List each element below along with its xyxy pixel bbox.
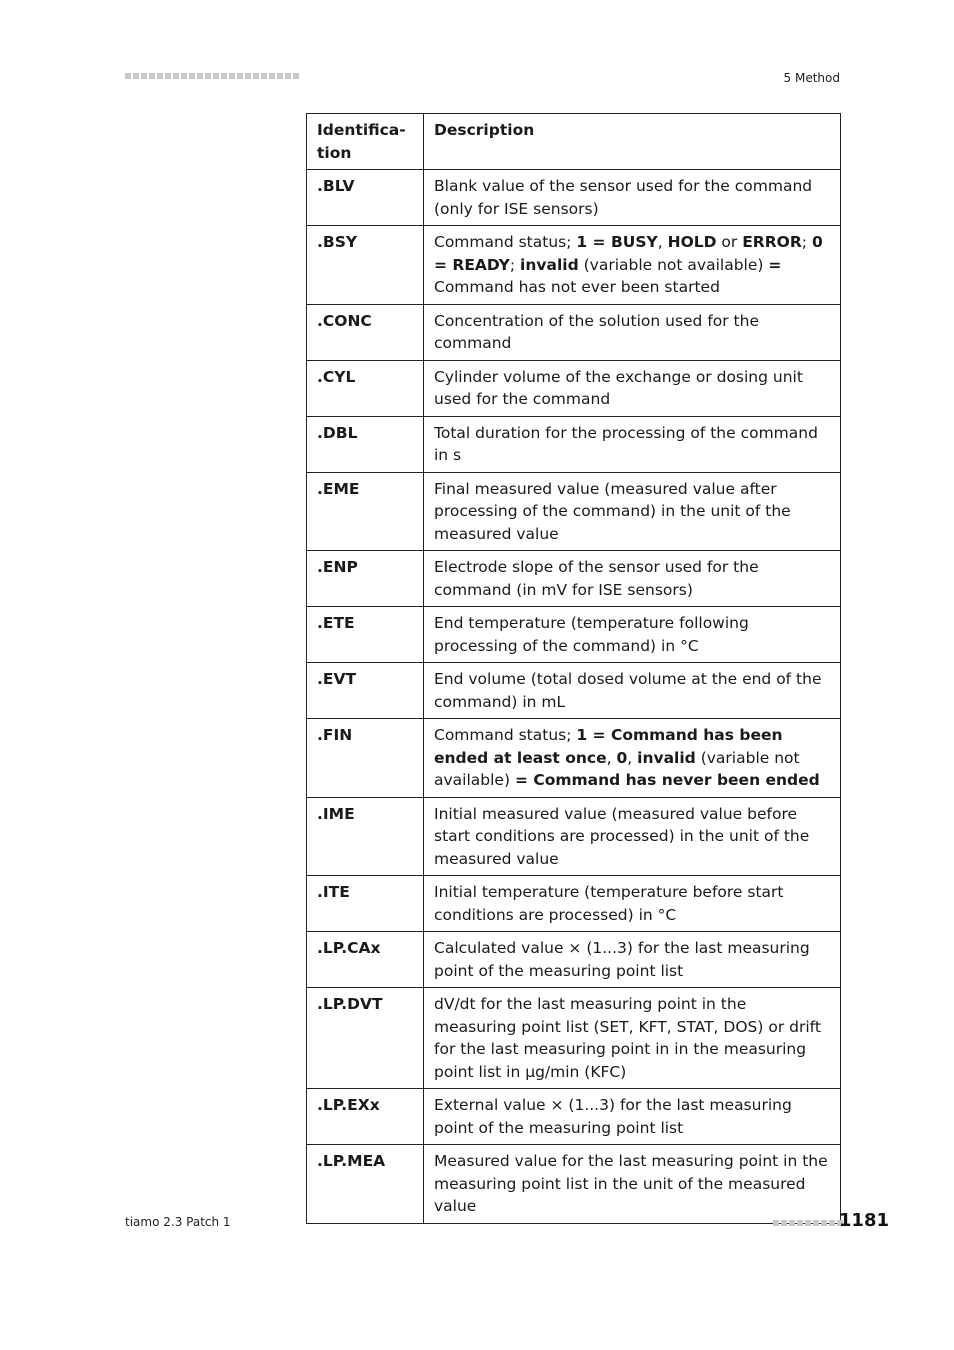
description-cell bbox=[424, 797, 841, 876]
description-text: Measured value for the last measuring point in the measuring point list in the unit of the measured value bbox=[434, 1152, 828, 1215]
description-text: Calculated value × (1...3) for the last measuring point of the measuring point list bbox=[434, 939, 810, 980]
table-body bbox=[307, 170, 841, 1224]
description-text: Final measured value (measured value after processing of the command) in the unit of the measured value bbox=[434, 479, 791, 543]
description-text: Initial temperature (temperature before start conditions are processed) in °C bbox=[434, 883, 784, 924]
table-row bbox=[307, 876, 841, 932]
description-bold-text: ERROR bbox=[742, 233, 802, 251]
table-row bbox=[307, 170, 841, 226]
description-bold-text: 0 = READY bbox=[434, 233, 823, 274]
section-title: 5 Method bbox=[783, 71, 840, 85]
description-cell bbox=[424, 607, 841, 663]
table-row bbox=[307, 719, 841, 798]
description-text: Total duration for the processing of the command in s bbox=[434, 423, 818, 464]
table-row bbox=[307, 226, 841, 305]
description-cell bbox=[424, 876, 841, 932]
identification-cell: .EME bbox=[307, 472, 424, 551]
table-row bbox=[307, 416, 841, 472]
description-cell bbox=[424, 551, 841, 607]
description-text: (variable not available) bbox=[434, 748, 800, 789]
table-header-row bbox=[307, 114, 841, 170]
identification-cell: .ETE bbox=[307, 607, 424, 663]
description-text: (variable not available) bbox=[578, 255, 769, 274]
description-bold-text: 1 = BUSY bbox=[576, 233, 658, 251]
column-header-identification: Identifica- tion bbox=[307, 114, 424, 170]
header-decoration bbox=[125, 73, 299, 79]
description-text: End temperature (temperature following processing of the command) in °C bbox=[434, 614, 749, 655]
identification-cell: .ITE bbox=[307, 876, 424, 932]
description-text: Cylinder volume of the exchange or dosing unit used for the command bbox=[434, 367, 803, 408]
description-cell bbox=[424, 719, 841, 798]
table-row bbox=[307, 1145, 841, 1224]
description-text: , bbox=[606, 748, 617, 767]
description-cell bbox=[424, 416, 841, 472]
description-cell bbox=[424, 360, 841, 416]
description-text: Blank value of the sensor used for the command (only for ISE sensors) bbox=[434, 177, 813, 218]
description-bold-text: invalid bbox=[520, 255, 579, 274]
description-text: Command has not ever been started bbox=[434, 278, 720, 296]
description-text: ; bbox=[509, 255, 521, 274]
description-text: External value × (1...3) for the last measuring point of the measuring point list bbox=[434, 1096, 792, 1137]
identification-cell: .CONC bbox=[307, 304, 424, 360]
description-cell bbox=[424, 663, 841, 719]
table-row bbox=[307, 360, 841, 416]
description-cell bbox=[424, 1089, 841, 1145]
table-row bbox=[307, 1089, 841, 1145]
description-cell bbox=[424, 170, 841, 226]
identification-cell: .CYL bbox=[307, 360, 424, 416]
description-text: or bbox=[716, 233, 743, 251]
identification-cell: .ENP bbox=[307, 551, 424, 607]
identification-cell: .BSY bbox=[307, 226, 424, 305]
description-text: Concentration of the solution used for the command bbox=[434, 311, 759, 352]
description-text: End volume (total dosed volume at the end of the command) in mL bbox=[434, 670, 822, 711]
table-row bbox=[307, 932, 841, 988]
table-row bbox=[307, 472, 841, 551]
description-bold-text: = Command has never been ended bbox=[514, 771, 820, 789]
identification-cell: .LP.DVT bbox=[307, 988, 424, 1089]
description-cell bbox=[424, 226, 841, 305]
description-cell bbox=[424, 1145, 841, 1224]
footer-decoration bbox=[773, 1220, 843, 1226]
description-text: , bbox=[627, 748, 638, 767]
description-text: Initial measured value (measured value before start conditions are processed) in the unit of the measured value bbox=[434, 804, 810, 868]
description-cell bbox=[424, 988, 841, 1089]
description-bold-text: HOLD bbox=[667, 233, 717, 251]
description-bold-text: = bbox=[768, 255, 782, 274]
table-row bbox=[307, 551, 841, 607]
description-text: dV/dt for the last measuring point in the measuring point list (SET, KFT, STAT, DOS) or drift for the last measuring point in in the measuring point list in µg/min (KFC) bbox=[434, 995, 821, 1081]
identification-cell: .BLV bbox=[307, 170, 424, 226]
description-text: Command status; bbox=[434, 726, 577, 744]
table-row bbox=[307, 663, 841, 719]
table-row bbox=[307, 988, 841, 1089]
identification-cell: .DBL bbox=[307, 416, 424, 472]
identification-cell: .EVT bbox=[307, 663, 424, 719]
table-row bbox=[307, 304, 841, 360]
identification-cell: .LP.CAx bbox=[307, 932, 424, 988]
table-row bbox=[307, 797, 841, 876]
description-text: ; bbox=[801, 233, 812, 251]
description-text: Electrode slope of the sensor used for the command (in mV for ISE sensors) bbox=[434, 558, 759, 599]
footer-product: tiamo 2.3 Patch 1 bbox=[125, 1215, 231, 1229]
description-cell bbox=[424, 932, 841, 988]
identification-cell: .FIN bbox=[307, 719, 424, 798]
description-bold-text: 0 bbox=[616, 748, 628, 767]
column-header-description: Description bbox=[424, 114, 841, 170]
description-cell bbox=[424, 472, 841, 551]
identification-cell: .LP.EXx bbox=[307, 1089, 424, 1145]
identification-table bbox=[306, 113, 841, 1224]
description-bold-text: 1 = Command has been ended at least once bbox=[434, 726, 783, 767]
description-cell bbox=[424, 304, 841, 360]
page-number: 1181 bbox=[838, 1210, 889, 1231]
description-text: Command status; bbox=[434, 233, 577, 251]
identification-cell: .LP.MEA bbox=[307, 1145, 424, 1224]
table-row bbox=[307, 607, 841, 663]
description-bold-text: invalid bbox=[637, 748, 696, 767]
identification-cell: .IME bbox=[307, 797, 424, 876]
description-text: , bbox=[657, 233, 668, 251]
